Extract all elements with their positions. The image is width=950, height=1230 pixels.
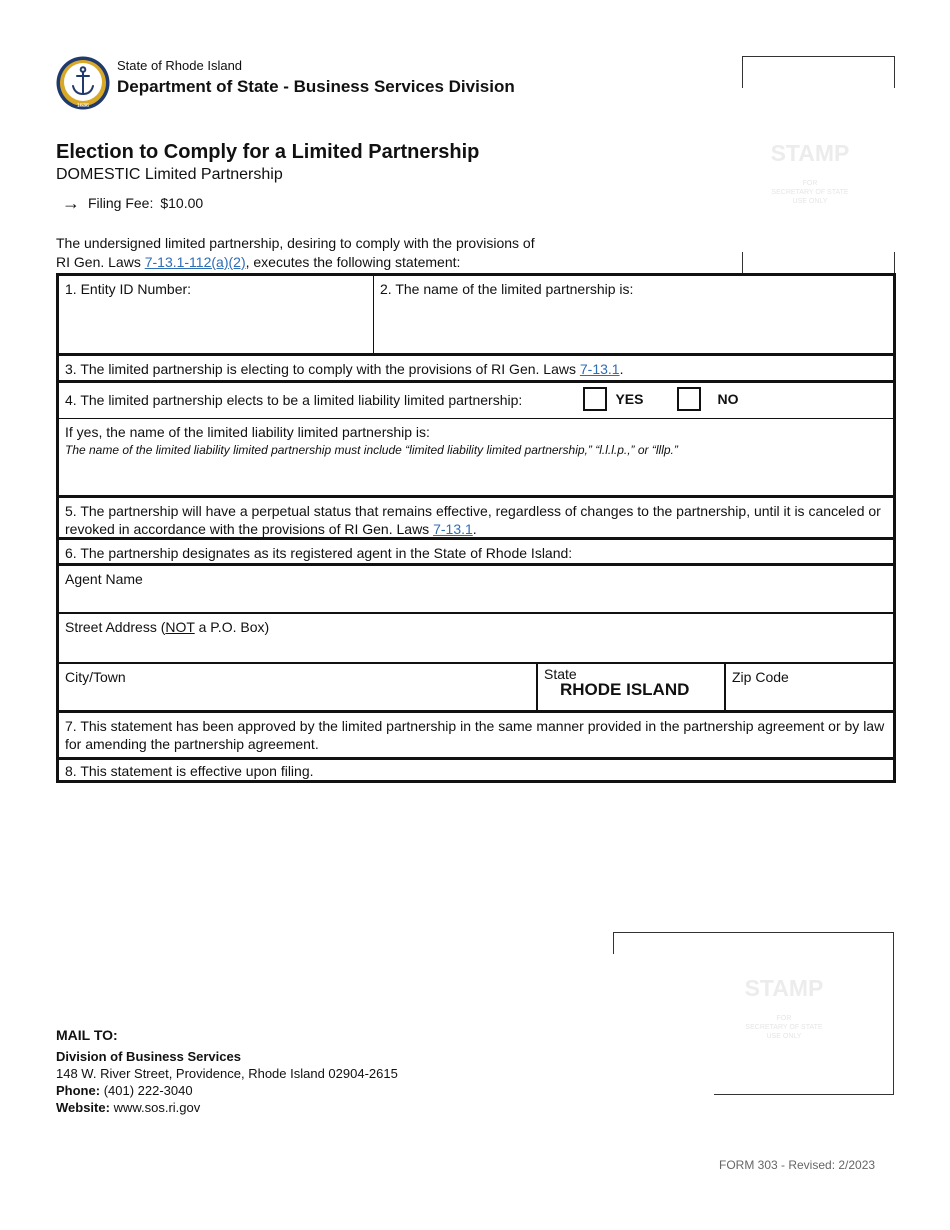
stamp-label-bottom: STAMP <box>744 975 824 1001</box>
statement-8: 8. This statement is effective upon filing. <box>65 763 314 779</box>
filing-fee-label: Filing Fee: <box>88 195 154 211</box>
mail-division: Division of Business Services <box>56 1049 241 1064</box>
llp-name-note: The name of the limited liability limited partnership must include “limited liability limited partnership,” “l.l.l.p.,” or “lllp.” <box>65 443 678 457</box>
statement-4: 4. The limited partnership elects to be a limited liability limited partnership: <box>65 392 523 408</box>
law-link-7-13-1[interactable]: 7-13.1 <box>579 361 620 377</box>
no-checkbox[interactable] <box>677 387 701 411</box>
state-seal-logo <box>56 56 110 110</box>
partnership-name-field[interactable]: 2. The name of the limited partnership is: <box>380 281 634 297</box>
arrow-right-icon: → <box>62 193 80 213</box>
statement-5: 5. The partnership will have a perpetual status that remains effective, regardless of changes to the partnership, until it is canceled or revoked in accordance with the provisions of RI Gen. Laws 7-13.1. <box>65 503 881 537</box>
svg-text:1636: 1636 <box>76 103 90 109</box>
filing-fee <box>62 195 203 211</box>
form-number: FORM 303 - Revised: 2/2023 <box>719 1158 876 1172</box>
stamp-label: STAMP <box>770 140 850 166</box>
mail-website: Website: www.sos.ri.gov <box>56 1100 201 1115</box>
street-address-field[interactable]: Street Address (NOT a P.O. Box) <box>65 619 270 635</box>
law-link-112[interactable]: 7-13.1-112(a)(2) <box>144 254 246 270</box>
no-label: NO <box>717 391 739 407</box>
website-link[interactable]: www.sos.ri.gov <box>113 1100 201 1115</box>
zip-code-field[interactable]: Zip Code <box>732 669 789 685</box>
state-field: State RHODE ISLAND <box>538 664 724 711</box>
statement-3: 3. The limited partnership is electing to comply with the provisions of RI Gen. Laws 7-13.1. <box>65 361 624 377</box>
mail-heading: MAIL TO: <box>56 1027 118 1043</box>
yes-checkbox[interactable] <box>583 387 607 411</box>
intro-statement: The undersigned limited partnership, desiring to comply with the provisions of RI Gen. Laws 7-13.1-112(a)(2), executes the following statement: <box>56 235 535 270</box>
agent-name-field[interactable]: Agent Name <box>65 571 143 587</box>
statement-7: 7. This statement has been approved by the limited partnership in the same manner provided in the partnership agreement or by law for amending the partnership agreement. <box>65 718 885 752</box>
state-value: RHODE ISLAND <box>560 680 690 699</box>
city-field[interactable]: City/Town <box>65 669 126 685</box>
entity-id-field[interactable]: 1. Entity ID Number: <box>65 281 192 297</box>
llp-name-field[interactable]: If yes, the name of the limited liability limited partnership is: The name of the limited liability limited partnership must include “limited liability limited partnership,” “l.l.l.p.,” or “lllp.” <box>59 419 893 496</box>
law-link-7-13-1-b[interactable]: 7-13.1 <box>433 521 473 537</box>
filing-fee-amount: $10.00 <box>160 195 204 211</box>
form-subtitle: DOMESTIC Limited Partnership <box>56 166 283 183</box>
mail-address: 148 W. River Street, Providence, Rhode Island 02904-2615 <box>56 1066 398 1081</box>
state-name: State of Rhode Island <box>117 58 243 73</box>
stamp-box-bottom-content: STAMP FOR SECRETARY OF STATE USE ONLY <box>714 975 894 1041</box>
form-title: Election to Comply for a Limited Partnership <box>56 141 480 163</box>
statement-6: 6. The partnership designates as its registered agent in the State of Rhode Island: <box>65 545 573 561</box>
yes-checkbox-group[interactable] <box>583 387 643 411</box>
stamp-box-top-content: STAMP FOR SECRETARY OF STATE USE ONLY <box>730 88 910 252</box>
form-table <box>56 273 896 783</box>
no-checkbox-group[interactable] <box>677 387 738 411</box>
yes-label: YES <box>615 391 644 407</box>
mailing-info <box>56 1027 398 1116</box>
department-name: Department of State - Business Services Division <box>117 77 515 96</box>
mail-phone: Phone: (401) 222-3040 <box>56 1083 193 1098</box>
